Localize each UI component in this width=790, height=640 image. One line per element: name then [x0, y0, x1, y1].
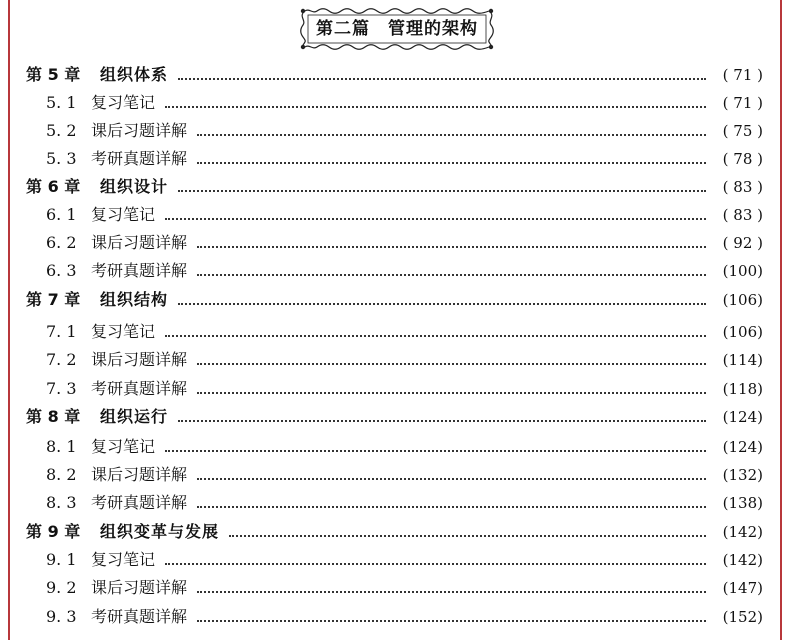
dot-leader — [178, 78, 706, 80]
section-number: 9. 2 — [46, 578, 77, 597]
dot-leader — [229, 535, 706, 537]
part-title: 第二篇 管理的架构 — [316, 19, 478, 39]
section-title: 考研真题详解 — [91, 261, 188, 280]
chapter-title: 组织变革与发展 — [100, 522, 220, 541]
dot-leader — [197, 392, 706, 394]
section-title: 考研真题详解 — [91, 607, 188, 626]
page-number: (138) — [722, 494, 763, 512]
page-number: (147) — [722, 579, 763, 597]
dot-leader — [165, 563, 706, 565]
toc-section-entry[interactable] — [0, 547, 790, 573]
page-number: (100) — [722, 262, 763, 280]
toc-section-entry[interactable] — [0, 118, 790, 144]
chapter-number: 第 5 章 — [26, 65, 81, 84]
section-number: 5. 1 — [46, 93, 77, 112]
section-number: 5. 3 — [46, 149, 77, 168]
toc-section-entry[interactable] — [0, 146, 790, 172]
page-number: (132) — [722, 466, 763, 484]
section-number: 8. 1 — [46, 437, 77, 456]
section-title: 复习笔记 — [91, 437, 156, 456]
section-number: 7. 3 — [46, 379, 77, 398]
section-title: 课后习题详解 — [91, 233, 188, 252]
page-number: ( 71 ) — [722, 94, 763, 112]
toc-chapter-entry[interactable] — [0, 62, 790, 88]
toc-chapter-entry[interactable] — [0, 174, 790, 200]
toc-section-entry[interactable] — [0, 90, 790, 116]
dot-leader — [165, 218, 706, 220]
section-title: 复习笔记 — [91, 93, 156, 112]
toc-section-entry[interactable] — [0, 258, 790, 284]
section-number: 6. 1 — [46, 205, 77, 224]
toc-section-entry[interactable] — [0, 462, 790, 488]
toc-section-entry[interactable] — [0, 376, 790, 402]
toc-section-entry[interactable] — [0, 202, 790, 228]
chapter-number: 第 9 章 — [26, 522, 81, 541]
page-number: (124) — [722, 438, 763, 456]
page-number: ( 83 ) — [722, 178, 763, 196]
page-number: ( 78 ) — [722, 150, 763, 168]
section-number: 7. 2 — [46, 350, 77, 369]
page-number: ( 75 ) — [722, 122, 763, 140]
page-number: (142) — [722, 551, 763, 569]
dot-leader — [197, 506, 706, 508]
section-number: 9. 1 — [46, 550, 77, 569]
page-number: ( 92 ) — [722, 234, 763, 252]
toc-section-entry[interactable] — [0, 230, 790, 256]
dot-leader — [197, 246, 706, 248]
section-title: 课后习题详解 — [91, 465, 188, 484]
page-number: (114) — [722, 351, 763, 369]
dot-leader — [197, 162, 706, 164]
section-title: 考研真题详解 — [91, 149, 188, 168]
toc-section-entry[interactable] — [0, 347, 790, 373]
dot-leader — [178, 420, 706, 422]
dot-leader — [178, 303, 706, 305]
chapter-number: 第 6 章 — [26, 177, 81, 196]
page-number: (118) — [722, 380, 763, 398]
section-title: 复习笔记 — [91, 322, 156, 341]
page-number: (106) — [722, 291, 763, 309]
chapter-title: 组织结构 — [100, 290, 169, 309]
section-title: 复习笔记 — [91, 205, 156, 224]
dot-leader — [165, 335, 706, 337]
chapter-title: 组织设计 — [100, 177, 169, 196]
dot-leader — [197, 620, 706, 622]
section-number: 8. 3 — [46, 493, 77, 512]
page-number: (106) — [722, 323, 763, 341]
section-title: 课后习题详解 — [91, 350, 188, 369]
toc-chapter-entry[interactable] — [0, 287, 790, 313]
section-number: 9. 3 — [46, 607, 77, 626]
dot-leader — [178, 190, 706, 192]
section-title: 课后习题详解 — [91, 578, 188, 597]
toc-chapter-entry[interactable] — [0, 519, 790, 545]
section-title: 复习笔记 — [91, 550, 156, 569]
page-number: ( 83 ) — [722, 206, 763, 224]
chapter-number: 第 7 章 — [26, 290, 81, 309]
page-number: (152) — [722, 608, 763, 626]
section-number: 6. 3 — [46, 261, 77, 280]
chapter-title: 组织运行 — [100, 407, 169, 426]
dot-leader — [197, 591, 706, 593]
dot-leader — [197, 478, 706, 480]
dot-leader — [165, 450, 706, 452]
section-title: 课后习题详解 — [91, 121, 188, 140]
section-number: 7. 1 — [46, 322, 77, 341]
section-number: 6. 2 — [46, 233, 77, 252]
dot-leader — [197, 363, 706, 365]
toc-section-entry[interactable] — [0, 319, 790, 345]
toc-section-entry[interactable] — [0, 434, 790, 460]
toc-section-entry[interactable] — [0, 490, 790, 516]
chapter-title: 组织体系 — [100, 65, 169, 84]
page-number: (124) — [722, 408, 763, 426]
toc-section-entry[interactable] — [0, 575, 790, 601]
section-number: 5. 2 — [46, 121, 77, 140]
toc-section-entry[interactable] — [0, 604, 790, 630]
page-number: ( 71 ) — [722, 66, 763, 84]
section-title: 考研真题详解 — [91, 493, 188, 512]
chapter-number: 第 8 章 — [26, 407, 81, 426]
toc-chapter-entry[interactable] — [0, 404, 790, 430]
section-number: 8. 2 — [46, 465, 77, 484]
dot-leader — [197, 274, 706, 276]
section-title: 考研真题详解 — [91, 379, 188, 398]
dot-leader — [165, 106, 706, 108]
dot-leader — [197, 134, 706, 136]
page-number: (142) — [722, 523, 763, 541]
